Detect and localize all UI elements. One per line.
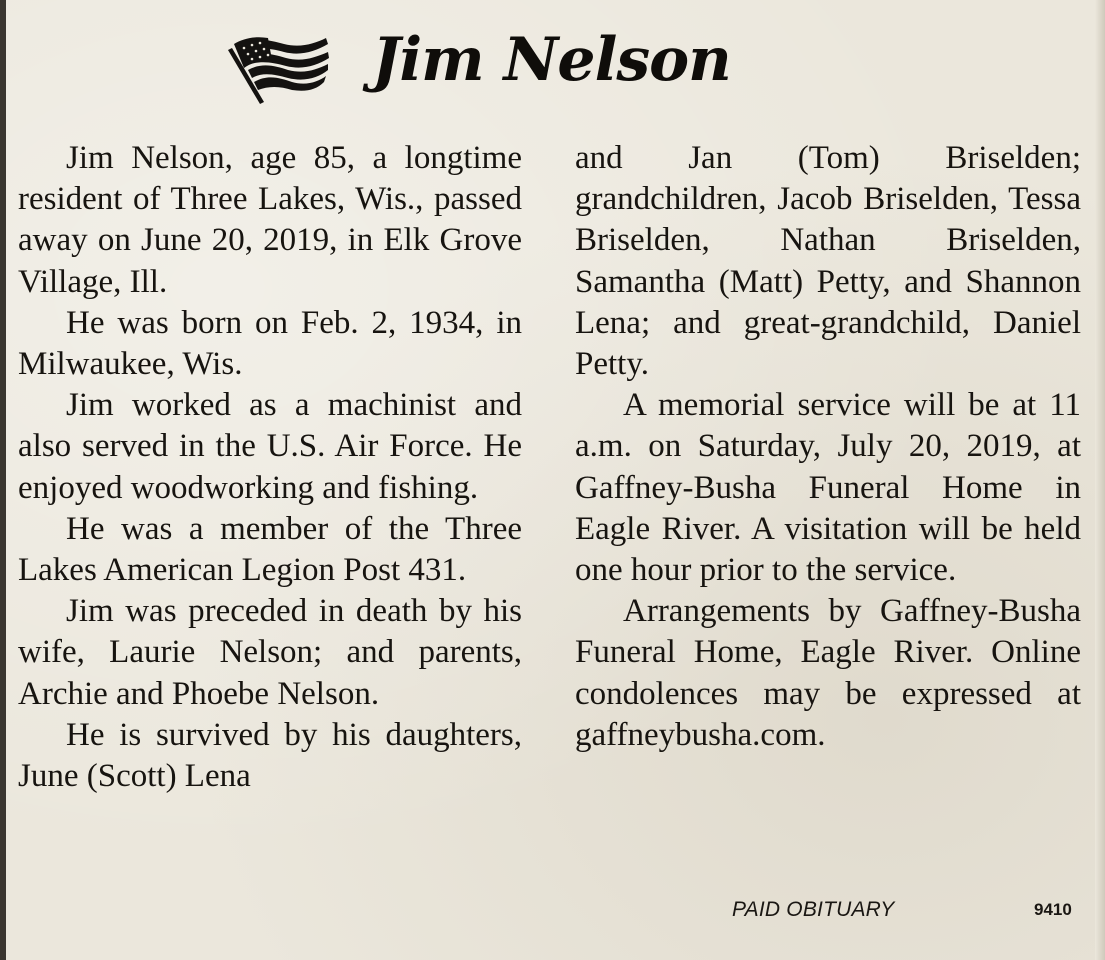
left-column bbox=[18, 138, 522, 797]
american-flag-icon bbox=[222, 30, 332, 106]
paragraph-birth: He was born on Feb. 2, 1934, in Milwaukee, Wis. bbox=[18, 304, 522, 383]
paragraph-career: Jim worked as a machinist and also served in the U.S. Air Force. He enjoyed woodworking and fishing. bbox=[18, 387, 522, 506]
paragraph-preceded: Jim was preceded in death by his wife, Laurie Nelson; and parents, Archie and Phoebe Nelson. bbox=[18, 593, 522, 712]
paragraph-membership: He was a member of the Three Lakes American Legion Post 431. bbox=[18, 510, 522, 589]
ad-code: 9410 bbox=[1034, 900, 1072, 919]
page-title: Jim Nelson bbox=[372, 25, 731, 95]
right-column bbox=[575, 138, 1081, 756]
paragraph-intro: Jim Nelson, age 85, a longtime resident of Three Lakes, Wis., passed away on June 20, 2019, in Elk Grove Village, Ill. bbox=[18, 140, 522, 300]
obituary-header bbox=[0, 14, 1105, 114]
paid-obituary-label: PAID OBITUARY bbox=[732, 898, 895, 921]
paragraph-survived-continued: and Jan (Tom) Briselden; grandchildren, Jacob Briselden, Tessa Briselden, Nathan Briselden, Samantha (Matt) Petty, and Shannon Lena; and great-grandchild, Daniel Petty. bbox=[575, 140, 1081, 383]
clipping-left-edge bbox=[0, 0, 6, 960]
paragraph-memorial-service: A memorial service will be at 11 a.m. on Saturday, July 20, 2019, at Gaffney-Busha Funeral Home in Eagle River. A visitation will be held one hour prior to the service. bbox=[575, 387, 1081, 589]
paragraph-arrangements: Arrangements by Gaffney-Busha Funeral Home, Eagle River. Online condolences may be expressed at gaffneybusha.com. bbox=[575, 593, 1081, 753]
paragraph-survived: He is survived by his daughters, June (Scott) Lena bbox=[18, 716, 522, 795]
clipping-right-edge bbox=[1095, 0, 1105, 960]
